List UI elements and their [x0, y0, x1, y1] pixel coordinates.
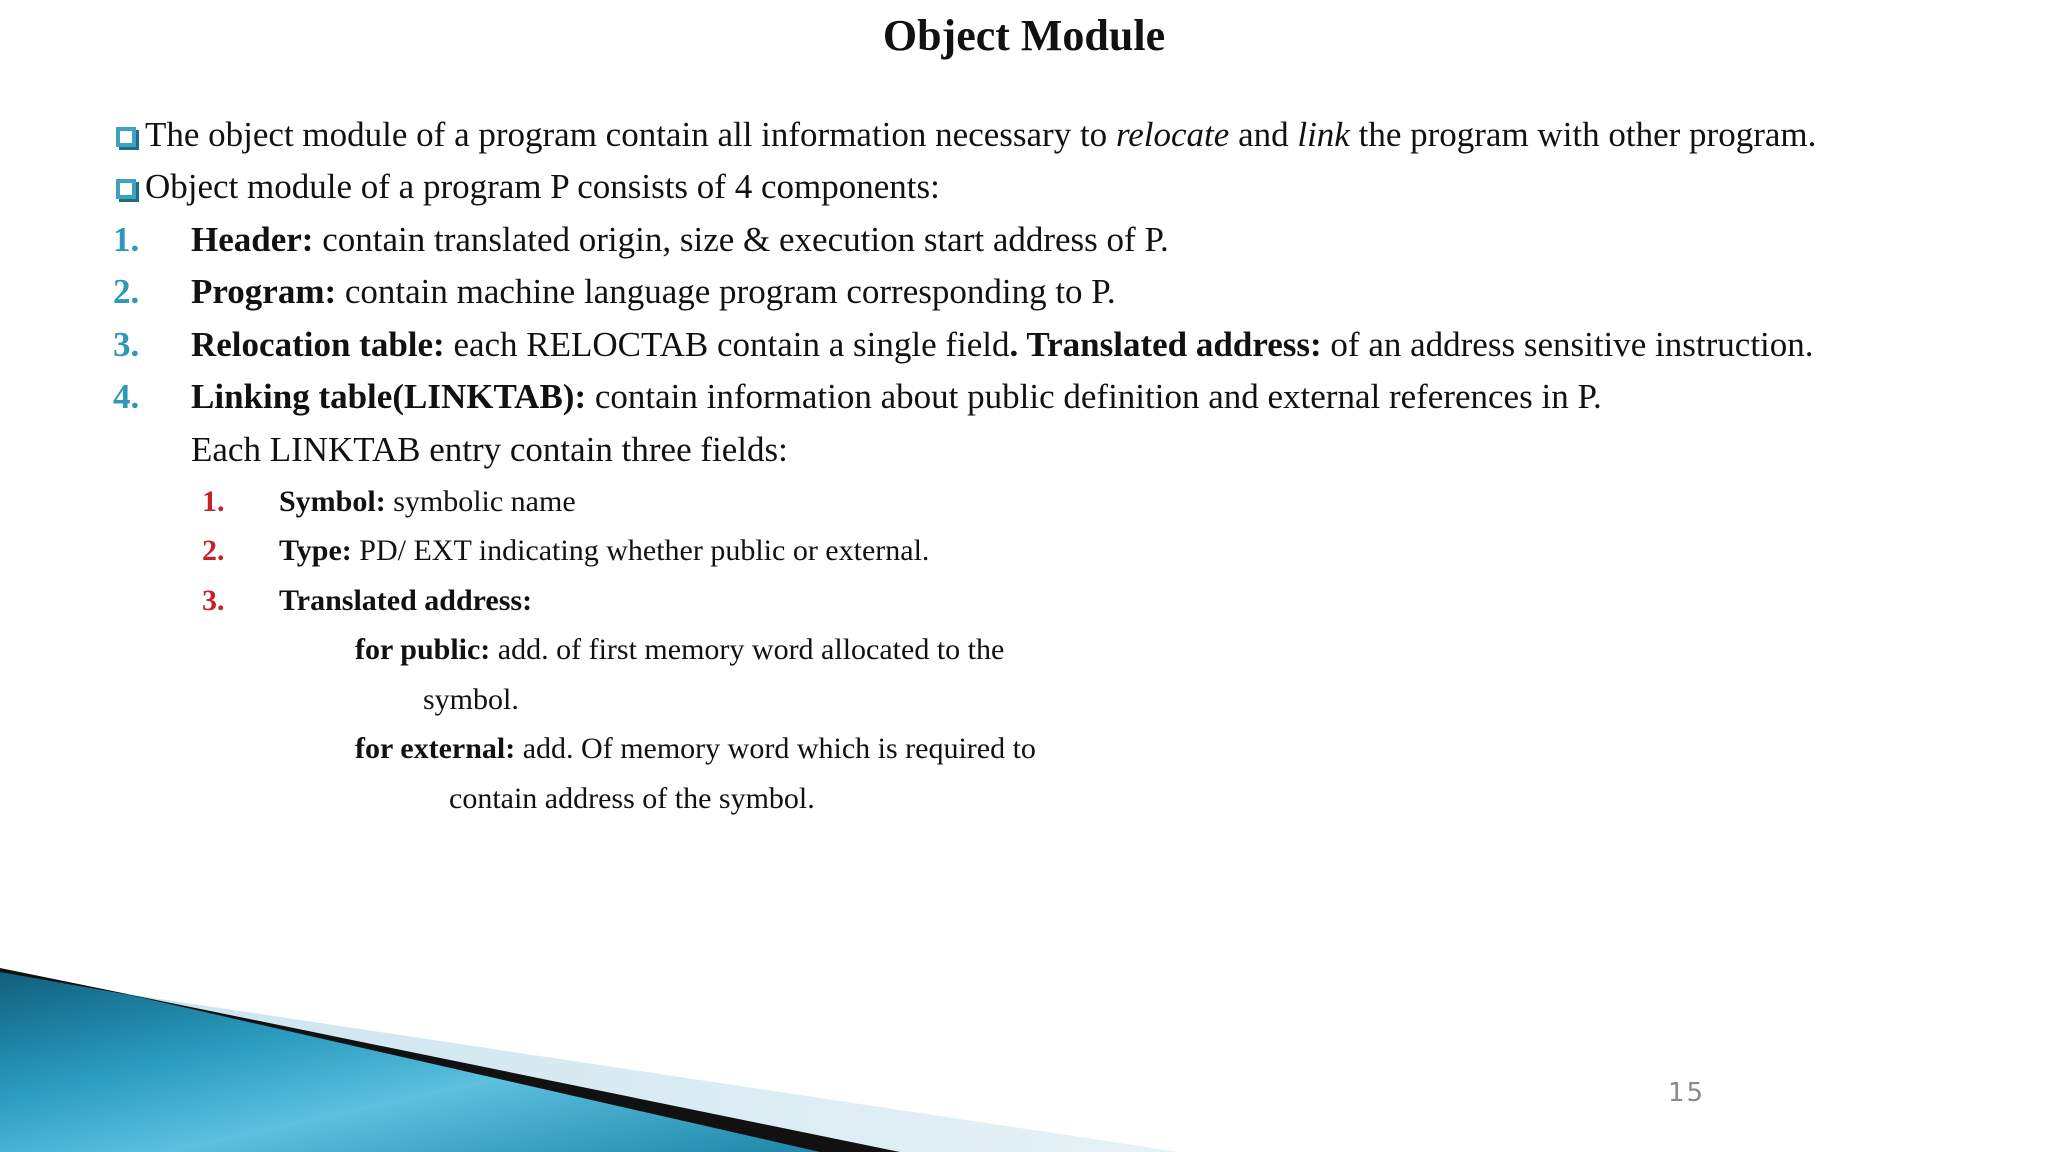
item-label-secondary: . Translated address:: [1009, 325, 1322, 364]
linktab-intro: Each LINKTAB entry contain three fields:: [191, 430, 788, 469]
slide-title: Object Module: [882, 11, 1166, 60]
item-label: Linking table(LINKTAB):: [191, 377, 587, 416]
item-label: Header:: [191, 220, 314, 259]
field-label: Type:: [279, 534, 352, 567]
item-number: 2.: [113, 272, 140, 311]
field-number: 3.: [202, 584, 225, 617]
field-number: 2.: [202, 534, 225, 567]
public-description: add. of first memory word allocated to the: [490, 633, 1005, 666]
item-label: Relocation table:: [191, 325, 445, 364]
field-number: 1.: [202, 485, 225, 518]
bullet-text-part: and: [1229, 115, 1298, 154]
bullet-text: Object module of a program P consists of 4 components:: [145, 167, 940, 206]
translated-external-continued: contain address of the symbol.: [449, 782, 815, 815]
item-description: contain translated origin, size & execution start address of P.: [313, 220, 1169, 259]
bullet-emphasis-link: link: [1297, 115, 1350, 154]
item-number: 4.: [113, 377, 140, 416]
translated-public-continued: symbol.: [423, 683, 519, 716]
page-number: 15: [1668, 1078, 1706, 1108]
field-description: symbolic name: [385, 485, 576, 518]
item-number: 3.: [113, 325, 140, 364]
bullet-emphasis-relocate: relocate: [1115, 115, 1230, 154]
bullet-text-part: the program with other program.: [1349, 115, 1817, 154]
decor-teal-wedge: [0, 972, 820, 1152]
bullet-text-part: The object module of a program contain all information necessary to: [145, 115, 1116, 154]
item-label: Program:: [191, 272, 337, 311]
field-label: Translated address:: [279, 584, 533, 617]
field-description: PD/ EXT indicating whether public or external.: [351, 534, 930, 567]
external-label: for external:: [355, 732, 516, 765]
item-description-secondary: of an address sensitive instruction.: [1321, 325, 1814, 364]
item-description: contain information about public definition and external references in P.: [586, 377, 1602, 416]
external-description: add. Of memory word which is required to: [515, 732, 1036, 765]
field-label: Symbol:: [279, 485, 386, 518]
item-description: each RELOCTAB contain a single field: [444, 325, 1010, 364]
item-number: 1.: [113, 220, 140, 259]
public-label: for public:: [355, 633, 491, 666]
item-description: contain machine language program corresponding to P.: [336, 272, 1116, 311]
